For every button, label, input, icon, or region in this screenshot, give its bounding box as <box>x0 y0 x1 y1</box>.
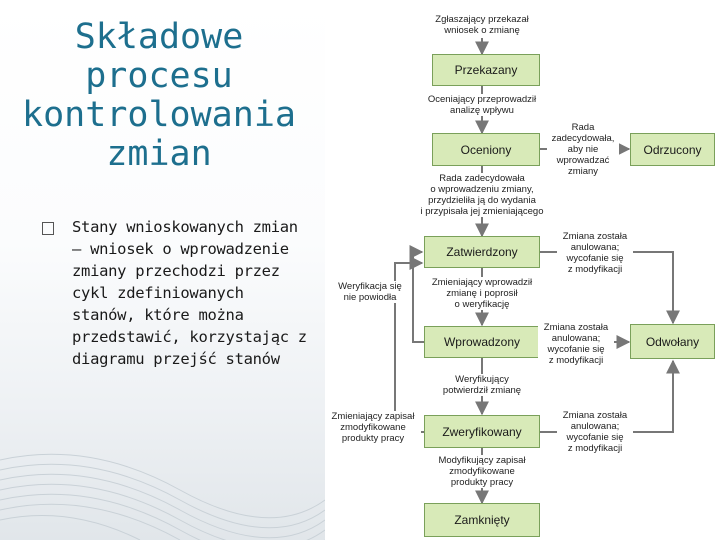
label-anulowana-3: Zmiana została anulowana; wycofanie się z modyfikacji <box>557 410 633 454</box>
state-oceniony: Oceniony <box>432 133 540 166</box>
label-anulowana-2: Zmiana została anulowana; wycofanie się z modyfikacji <box>538 322 614 366</box>
state-przekazany: Przekazany <box>432 54 540 86</box>
bullet-head: Stany wnioskowanych zmian <box>72 218 298 236</box>
label-rada-odrzuca: Rada zadecydowała, aby nie wprowadzać zmiany <box>547 122 619 177</box>
label-start: Zgłaszający przekazał wniosek o zmianę <box>422 14 542 36</box>
label-zmieniajacy-wprowadzil: Zmieniający wprowadził zmianę i poprosił o weryfikację <box>420 277 544 310</box>
background-decoration <box>0 430 325 540</box>
label-weryfikujacy-potwierdzil: Weryfikujący potwierdził zmianę <box>432 374 532 396</box>
label-ocena: Oceniający przeprowadził analizę wpływu <box>418 94 546 116</box>
label-zmieniajacy-zapisal: Zmieniający zapisał zmodyfikowane produkty pracy <box>325 411 421 444</box>
slide-title <box>10 18 308 174</box>
state-zatwierdzony: Zatwierdzony <box>424 236 540 268</box>
state-diagram <box>325 0 720 540</box>
state-odrzucony: Odrzucony <box>630 133 715 166</box>
title-line: Składowe <box>74 17 244 57</box>
label-modyfikujacy-zapisal: Modyfikujący zapisał zmodyfikowane produkty pracy <box>428 455 536 488</box>
bullet-marker <box>42 222 54 235</box>
state-wprowadzony: Wprowadzony <box>424 326 540 358</box>
label-weryfikacja-nie: Weryfikacja się nie powiodła <box>331 281 409 303</box>
bullet-rest: – wniosek o wprowadzenie zmiany przechodzi przez cykl zdefiniowanych stanów, które można przedstawić, korzystając z diagramu przejść stanów <box>72 240 307 368</box>
title-line: zmian <box>106 134 212 174</box>
state-zamkniety: Zamknięty <box>424 503 540 537</box>
state-odwolany: Odwołany <box>630 324 715 359</box>
state-zweryfikowany: Zweryfikowany <box>424 415 540 448</box>
title-line: kontrolowania <box>22 95 296 135</box>
title-line: procesu <box>85 56 233 96</box>
label-anulowana-1: Zmiana została anulowana; wycofanie się z modyfikacji <box>557 231 633 275</box>
bullet-text <box>72 216 312 370</box>
label-rada-zatwierdza: Rada zadecydowała o wprowadzeniu zmiany, przydzieliła ją do wydania i przypisała jej zmieniającego <box>415 173 549 217</box>
